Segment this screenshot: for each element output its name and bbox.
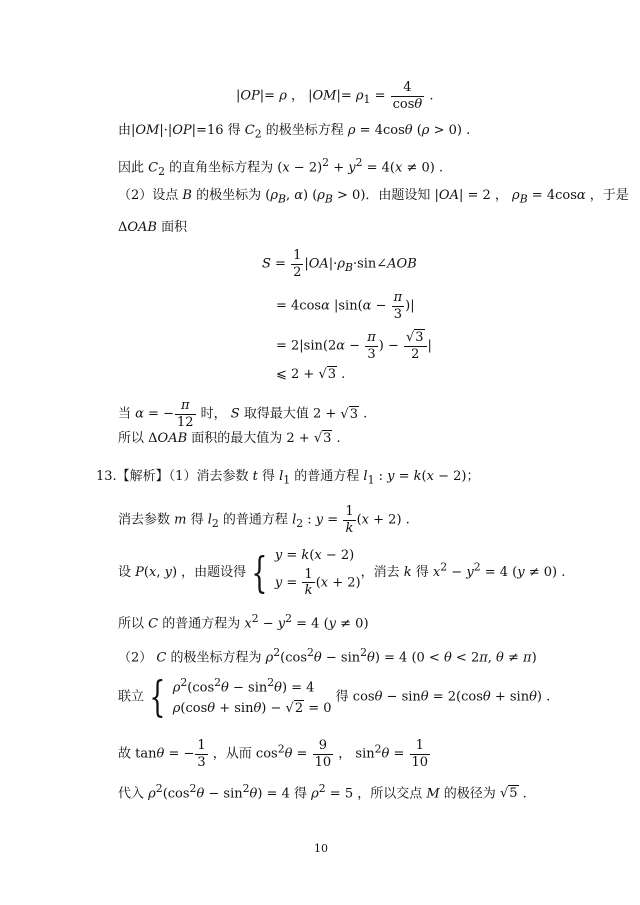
line-c-eq: 所以 C 的普通方程为 $x^2 - y^2 = 4$ (y ≠ 0): [118, 612, 369, 632]
line-subst: 代入 $\rho^2(\cos^2\theta - \sin^2\theta) = 4$ 得 $\rho^2 = 5$ ，所以交点 M 的极径为 √5 .: [118, 782, 527, 802]
line-combine: 联立 { $\rho^2(\cos^2\theta - \sin^2\theta) = 4$ ρ(cosθ + sinθ) − √2 = 0 得 cosθ − sinθ = 2(cosθ + sinθ) .: [118, 671, 551, 721]
line-conclusion-12: 所以 ΔOAB 面积的最大值为 2 + √3 .: [118, 431, 341, 446]
line-area-intro: ΔOAB 面积: [118, 220, 188, 235]
line-polar-c2: 由|OM|·|OP|=16 得 $C_2$ 的极坐标方程 ρ = 4cosθ (ρ > 0) .: [118, 123, 471, 141]
line-part2-12: （2）设点 B 的极坐标为 ($\rho_B$, α) $(\rho_B > 0)$．由题设知 |OA| = 2 ， $\rho_B = 4\cos\alpha$ ，于是: [118, 188, 629, 206]
line-intro-13: 13.【解析】（1）消去参数 t 得 $l_1$ 的普通方程 $l_1$ : y = k(x − 2)；: [96, 469, 480, 487]
line-when: 当 α = − $\frac{\pi}{12}$ 时， S 取得最大值 2 + √3 .: [118, 398, 368, 430]
line-op-om: |OP|= ρ ， $|OM|= \rho_1$ = $\frac{4}{\cos\theta}$ .: [236, 80, 434, 112]
eq1: S = $\frac{1}{2}$ $|OA|\cdot\rho_B\cdot\sin\angle AOB$: [262, 248, 417, 280]
line-rect-c2: 因此 $C_2$ 的直角坐标方程为 $(x - 2)^2 + y^2 = 4(x \ne 0)$ .: [118, 156, 444, 178]
line-tan: 故 tanθ = − $\frac{1}{3}$ ，从而 $\cos^2\theta$ = $\frac{9}{10}$ ， $\sin^2\theta$ = $\frac{1}{10}$: [118, 738, 429, 770]
line-part2-13: （2） C 的极坐标方程为 $\rho^2(\cos^2\theta - \sin^2\theta) = 4$ (0 < θ < 2π, θ ≠ π): [118, 646, 537, 666]
page-number: 10: [314, 842, 328, 855]
line-setp: 设 P(x, y) ，由题设得 { y = k(x − 2) y = $\frac{1}{k}$ (x + 2) ，消去 k 得 $x^2 - y^2 = 4$ (y ≠ 0) .: [118, 547, 566, 599]
line-l2: 消去参数 m 得 $l_2$ 的普通方程 $l_2$ : y = $\frac{1}{k}$ (x + 2) .: [118, 504, 410, 536]
eq3: = 2|sin(2α − $\frac{\pi}{3}$ ) − $\frac{√3}{2}$ |: [276, 330, 432, 362]
eq4: ⩽ 2 + √3 .: [276, 367, 346, 382]
eq2: = 4cosα |sin(α − $\frac{\pi}{3}$ )|: [276, 290, 415, 322]
